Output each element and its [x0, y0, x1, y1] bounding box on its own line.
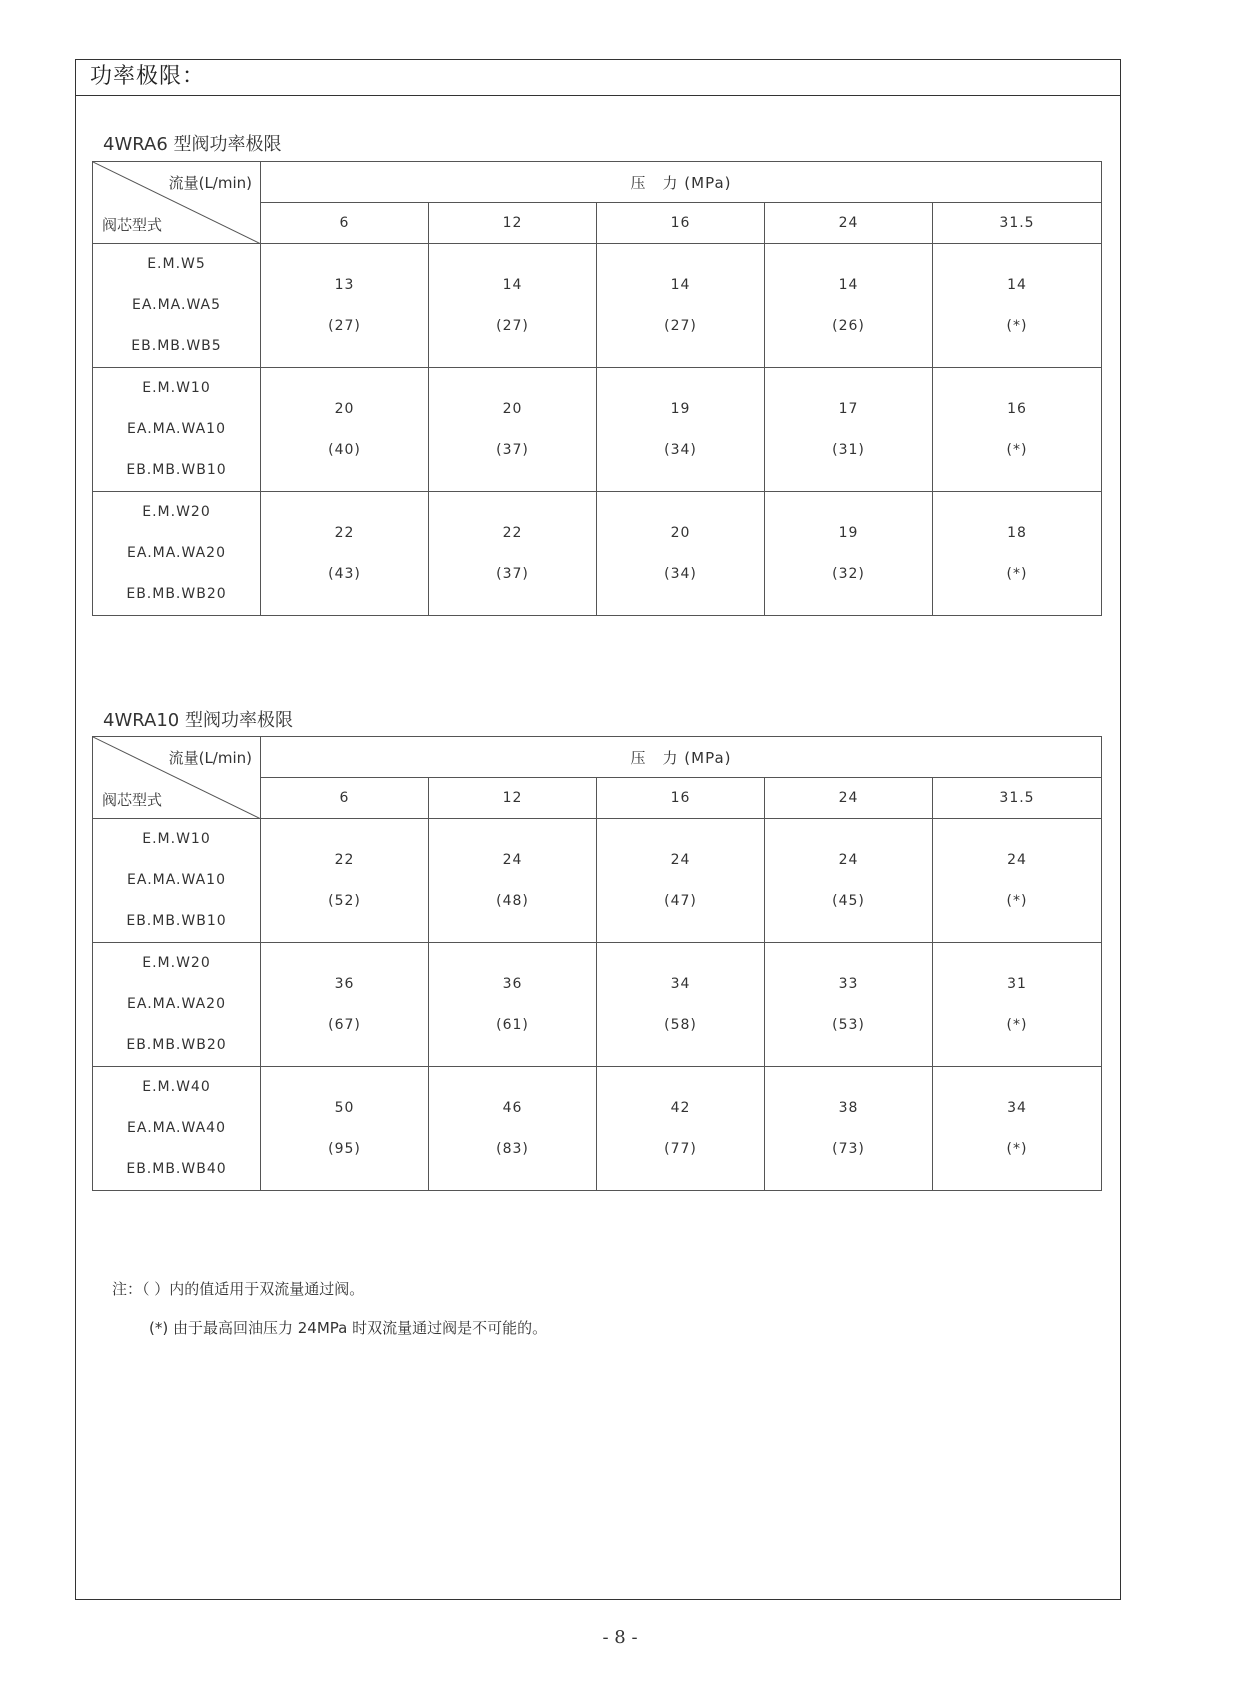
- pressure-value: 31.5: [933, 778, 1102, 819]
- spool-type: EA.MA.WA20: [127, 545, 226, 561]
- pressure-value: 31.5: [933, 203, 1102, 244]
- flow-value: 36: [334, 975, 355, 992]
- flow-value: 24: [502, 851, 523, 868]
- dual-flow-value: (83): [496, 1140, 529, 1157]
- header-diagonal-cell: [93, 737, 261, 819]
- dual-flow-value: (34): [664, 441, 697, 458]
- spool-type: E.M.W10: [142, 380, 211, 396]
- flow-value: 42: [670, 1099, 691, 1116]
- value-cell: [933, 943, 1102, 1067]
- table-title-4wra6: 4WRA6 型阀功率极限: [103, 134, 282, 155]
- dual-flow-value: (67): [328, 1016, 361, 1033]
- table-row: [93, 368, 1102, 492]
- spool-type-label: 阀芯型式: [102, 216, 163, 234]
- value-cell: [261, 368, 429, 492]
- flow-value: 50: [334, 1099, 355, 1116]
- spool-type: E.M.W20: [142, 504, 211, 520]
- spool-type: EA.MA.WA5: [131, 297, 222, 313]
- dual-flow-value: (95): [328, 1140, 361, 1157]
- dual-flow-value: (77): [664, 1140, 697, 1157]
- flow-value: 20: [502, 400, 523, 417]
- value-cell: [261, 244, 429, 368]
- dual-flow-value: (53): [832, 1016, 865, 1033]
- table-row: [93, 1067, 1102, 1191]
- dual-flow-value: (52): [328, 892, 361, 909]
- notes: [112, 1278, 547, 1338]
- value-cell: [597, 368, 765, 492]
- value-cell: [429, 244, 597, 368]
- flow-value: 36: [502, 975, 523, 992]
- value-cell: [429, 819, 597, 943]
- value-cell: [597, 1067, 765, 1191]
- table-row: [93, 244, 1102, 368]
- flow-value: 22: [502, 524, 523, 541]
- table-row: [93, 819, 1102, 943]
- pressure-value: 12: [429, 203, 597, 244]
- value-cell: [261, 943, 429, 1067]
- dual-flow-value: (47): [664, 892, 697, 909]
- note-line-1: 注：（ ）内的值适用于双流量通过阀。: [112, 1280, 365, 1298]
- flow-value: 20: [334, 400, 355, 417]
- value-cell: [933, 492, 1102, 616]
- spool-type: E.M.W10: [142, 831, 211, 847]
- dual-flow-value: (*): [1006, 1016, 1028, 1033]
- power-limit-table-4wra10: [92, 736, 1102, 1191]
- spool-type: EA.MA.WA10: [127, 872, 226, 888]
- flow-value: 46: [502, 1099, 523, 1116]
- header-diagonal-cell: [93, 162, 261, 244]
- flow-value: 14: [502, 276, 523, 293]
- page-number: - 8 -: [602, 1627, 638, 1648]
- flow-value: 16: [1007, 400, 1027, 417]
- flow-value: 19: [670, 400, 691, 417]
- power-limit-table-4wra6: [92, 161, 1102, 616]
- spool-type: EB.MB.WB40: [126, 1161, 227, 1177]
- spool-types: [93, 1067, 261, 1191]
- value-cell: [765, 1067, 933, 1191]
- value-cell: [429, 943, 597, 1067]
- note-line-2: (*) 由于最高回油压力 24MPa 时双流量通过阀是不可能的。: [149, 1319, 548, 1337]
- flow-value: 20: [670, 524, 691, 541]
- value-cell: [261, 492, 429, 616]
- dual-flow-value: (32): [832, 565, 865, 582]
- pressure-value: 12: [429, 778, 597, 819]
- flow-value: 14: [670, 276, 691, 293]
- flow-value: 24: [1007, 851, 1027, 868]
- value-cell: [597, 244, 765, 368]
- dual-flow-value: (*): [1006, 317, 1028, 334]
- dual-flow-value: (*): [1006, 565, 1028, 582]
- dual-flow-value: (40): [328, 441, 361, 458]
- pressure-value: 24: [765, 203, 933, 244]
- dual-flow-value: (34): [664, 565, 697, 582]
- value-cell: [261, 819, 429, 943]
- flow-value: 33: [838, 975, 859, 992]
- flow-value: 34: [1007, 1099, 1027, 1116]
- flow-value: 22: [334, 524, 355, 541]
- dual-flow-value: (61): [496, 1016, 529, 1033]
- dual-flow-value: (27): [496, 317, 529, 334]
- dual-flow-value: (*): [1006, 892, 1028, 909]
- table-row: [93, 943, 1102, 1067]
- flow-value: 14: [838, 276, 859, 293]
- dual-flow-value: (73): [832, 1140, 865, 1157]
- flow-value: 31: [1007, 975, 1027, 992]
- section-title: 功率极限：: [76, 60, 1120, 96]
- value-cell: [429, 492, 597, 616]
- pressure-value: 24: [765, 778, 933, 819]
- dual-flow-value: (*): [1006, 1140, 1028, 1157]
- value-cell: [429, 1067, 597, 1191]
- spool-types: [93, 492, 261, 616]
- spool-type: EA.MA.WA20: [127, 996, 226, 1012]
- pressure-value: 6: [261, 778, 429, 819]
- spool-type: EA.MA.WA40: [127, 1120, 226, 1136]
- value-cell: [429, 368, 597, 492]
- flow-value: 19: [838, 524, 859, 541]
- dual-flow-value: (58): [664, 1016, 697, 1033]
- spool-types: [93, 819, 261, 943]
- flow-value: 18: [1007, 524, 1027, 541]
- dual-flow-value: (26): [832, 317, 865, 334]
- value-cell: [933, 244, 1102, 368]
- dual-flow-value: (27): [664, 317, 697, 334]
- flow-value: 24: [670, 851, 691, 868]
- flow-value: 13: [334, 276, 355, 293]
- dual-flow-value: (*): [1006, 441, 1028, 458]
- value-cell: [765, 368, 933, 492]
- spool-type: EB.MB.WB10: [126, 462, 227, 478]
- flow-value: 34: [670, 975, 691, 992]
- flow-label: 流量(L/min): [168, 749, 252, 767]
- table-title-4wra10: 4WRA10 型阀功率极限: [103, 710, 293, 731]
- dual-flow-value: (37): [496, 441, 529, 458]
- flow-value: 14: [1007, 276, 1027, 293]
- dual-flow-value: (48): [496, 892, 529, 909]
- value-cell: [933, 368, 1102, 492]
- spool-type: E.M.W5: [147, 256, 206, 272]
- value-cell: [597, 819, 765, 943]
- flow-value: 17: [838, 400, 859, 417]
- spool-type: EB.MB.WB20: [126, 586, 227, 602]
- spool-type-label: 阀芯型式: [102, 791, 163, 809]
- spool-type: EB.MB.WB20: [126, 1037, 227, 1053]
- spool-types: [93, 368, 261, 492]
- spool-type: E.M.W20: [142, 955, 211, 971]
- value-cell: [765, 943, 933, 1067]
- dual-flow-value: (37): [496, 565, 529, 582]
- value-cell: [261, 1067, 429, 1191]
- spool-type: EB.MB.WB5: [131, 338, 222, 354]
- value-cell: [765, 819, 933, 943]
- dual-flow-value: (43): [328, 565, 361, 582]
- value-cell: [933, 819, 1102, 943]
- value-cell: [765, 244, 933, 368]
- pressure-header: 压 力 (MPa): [261, 737, 1102, 778]
- table-row: [93, 492, 1102, 616]
- dual-flow-value: (27): [328, 317, 361, 334]
- pressure-value: 16: [597, 203, 765, 244]
- value-cell: [597, 943, 765, 1067]
- spool-type: E.M.W40: [142, 1079, 211, 1095]
- pressure-header: 压 力 (MPa): [261, 162, 1102, 203]
- dual-flow-value: (45): [832, 892, 865, 909]
- flow-value: 22: [334, 851, 355, 868]
- dual-flow-value: (31): [832, 441, 865, 458]
- flow-value: 24: [838, 851, 859, 868]
- flow-label: 流量(L/min): [168, 174, 252, 192]
- spool-type: EB.MB.WB10: [126, 913, 227, 929]
- spool-type: EA.MA.WA10: [127, 421, 226, 437]
- value-cell: [597, 492, 765, 616]
- pressure-value: 6: [261, 203, 429, 244]
- value-cell: [933, 1067, 1102, 1191]
- value-cell: [765, 492, 933, 616]
- spool-types: [93, 943, 261, 1067]
- flow-value: 38: [838, 1099, 859, 1116]
- pressure-value: 16: [597, 778, 765, 819]
- spool-types: [93, 244, 261, 368]
